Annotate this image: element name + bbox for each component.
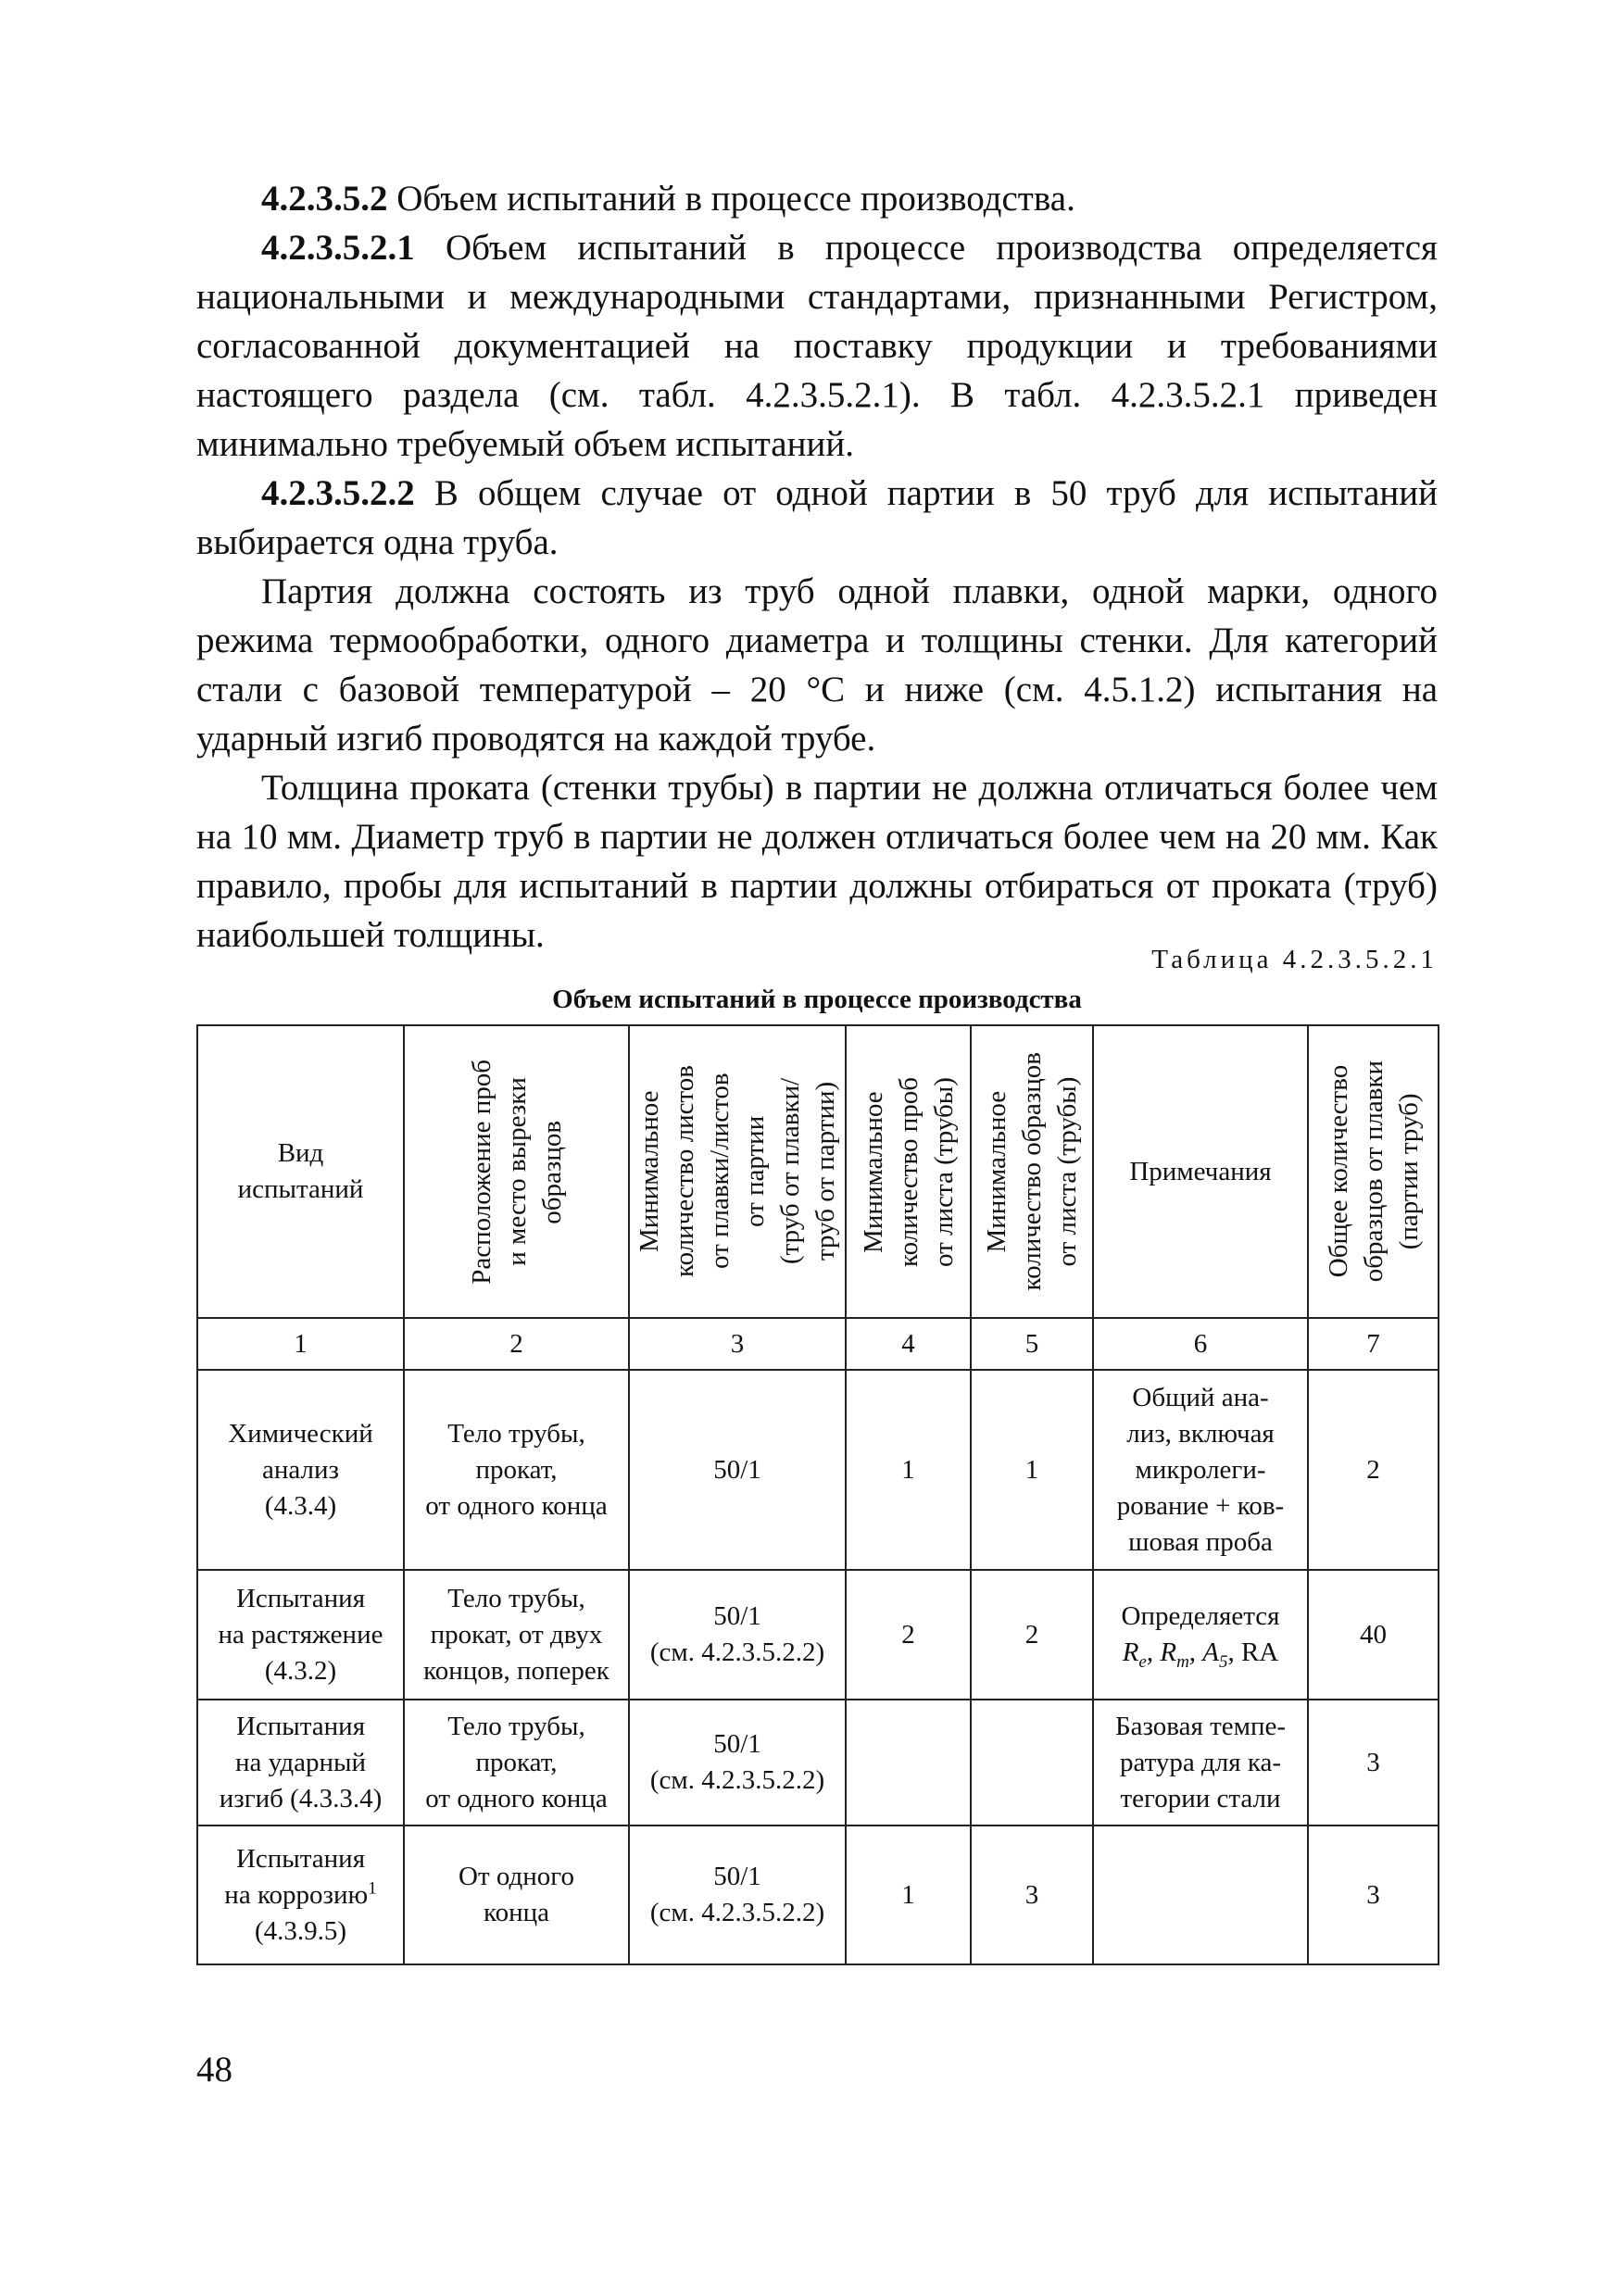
cell-total: 40 bbox=[1308, 1570, 1439, 1700]
column-number: 5 bbox=[971, 1318, 1093, 1370]
cell-min-sheets: 50/1 (см. 4.2.3.5.2.2) bbox=[629, 1826, 846, 1964]
paragraph-text: Толщина проката (стенки трубы) в партии не должна отличаться более чем на 10 мм. Диаметр труб в партии не должен отличаться более чем на 20 мм. Как правило, пробы для испытаний в партии должны отбираться от проката (труб) наибольшей толщины. bbox=[196, 768, 1438, 955]
paragraph-text: В общем случае от одной партии в 50 труб для испытаний выбирается одна труба. bbox=[196, 473, 1438, 562]
cell-location: Тело трубы, прокат, от одного конца bbox=[404, 1700, 629, 1826]
table-row-tensile-test bbox=[197, 1570, 1439, 1700]
table-header-row bbox=[197, 1025, 1439, 1318]
cell-min-sheets: 50/1 (см. 4.2.3.5.2.2) bbox=[629, 1700, 846, 1826]
column-number: 1 bbox=[197, 1318, 404, 1370]
header-location: Расположение проб и место вырезки образцов bbox=[404, 1025, 629, 1318]
cell-test-type: Испытания на ударный изгиб (4.3.3.4) bbox=[197, 1700, 404, 1826]
column-number: 6 bbox=[1093, 1318, 1308, 1370]
header-min-samples: Минимальное количество образцов от листа (трубы) bbox=[971, 1025, 1093, 1318]
cell-location: Тело трубы, прокат, от двух концов, поперек bbox=[404, 1570, 629, 1700]
table-row-corrosion-test bbox=[197, 1826, 1439, 1964]
paragraph-batch bbox=[196, 567, 1438, 763]
cell-total: 2 bbox=[1308, 1370, 1439, 1570]
header-total: Общее количество образцов от плавки (партии труб) bbox=[1308, 1025, 1439, 1318]
cell-total: 3 bbox=[1308, 1700, 1439, 1826]
table-number-label: Таблица 4.2.3.5.2.1 bbox=[1151, 945, 1438, 974]
clause-number: 4.2.3.5.2 bbox=[261, 179, 388, 219]
paragraph-4-2-3-5-2-1 bbox=[196, 223, 1438, 469]
clause-number: 4.2.3.5.2.1 bbox=[261, 228, 415, 268]
footnote-marker: 1 bbox=[368, 1877, 377, 1898]
table-row-chemical-analysis bbox=[197, 1370, 1439, 1570]
cell-test-type: Испытания на коррозию$^1$ (4.3.9.5) bbox=[197, 1826, 404, 1964]
column-number: 2 bbox=[404, 1318, 629, 1370]
test-volume-table bbox=[196, 1024, 1439, 1965]
cell-location: От одного конца bbox=[404, 1826, 629, 1964]
cell-min-samples: 3 bbox=[971, 1826, 1093, 1964]
cell-min-samples: 2 bbox=[971, 1570, 1093, 1700]
note-prefix: Определяется bbox=[1121, 1601, 1280, 1631]
header-test-type: Вид испытаний bbox=[197, 1025, 404, 1318]
symbol-re: $R_e$ bbox=[1122, 1637, 1147, 1672]
body-text bbox=[196, 174, 1438, 960]
cell-min-probes: 1 bbox=[846, 1826, 971, 1964]
cell-notes: Базовая темпе- ратура для ка- тегории стали bbox=[1093, 1700, 1308, 1826]
clause-number: 4.2.3.5.2.2 bbox=[261, 473, 415, 513]
cell-notes: Общий ана- лиз, включая микролеги- рование + ков- шовая проба bbox=[1093, 1370, 1308, 1570]
page-number: 48 bbox=[196, 2050, 232, 2089]
column-number: 3 bbox=[629, 1318, 846, 1370]
header-min-probes: Минимальное количество проб от листа (трубы) bbox=[846, 1025, 971, 1318]
cell-test-type: Испытания на растяжение (4.3.2) bbox=[197, 1570, 404, 1700]
symbol-ra: RA bbox=[1241, 1637, 1279, 1667]
cell-test-type: Химический анализ (4.3.4) bbox=[197, 1370, 404, 1570]
paragraph-text: Объем испытаний в процессе производства определяется национальными и международными стандартами, признанными Регистром, согласованной документацией на поставку продукции и требованиями настоящего раздела (см. табл. 4.2.3.5.2.1). В табл. 4.2.3.5.2.1 приведен минимально требуемый объем испытаний. bbox=[196, 228, 1438, 464]
paragraph-4-2-3-5-2 bbox=[196, 174, 1438, 223]
header-notes: Примечания bbox=[1093, 1025, 1308, 1318]
table-row-impact-test bbox=[197, 1700, 1439, 1826]
paragraph-text: Объем испытаний в процессе производства. bbox=[387, 179, 1075, 219]
column-number: 7 bbox=[1308, 1318, 1439, 1370]
header-min-sheets: Минимальное количество листов от плавки/листов от партии (труб от плавки/ труб от партии) bbox=[629, 1025, 846, 1318]
column-number-row bbox=[197, 1318, 1439, 1370]
cell-location: Тело трубы, прокат, от одного конца bbox=[404, 1370, 629, 1570]
cell-min-sheets: 50/1 bbox=[629, 1370, 846, 1570]
paragraph-thickness bbox=[196, 763, 1438, 960]
cell-min-samples bbox=[971, 1700, 1093, 1826]
cell-total: 3 bbox=[1308, 1826, 1439, 1964]
cell-min-probes: 2 bbox=[846, 1570, 971, 1700]
table-title: Объем испытаний в процессе производства bbox=[552, 985, 1082, 1014]
column-number: 4 bbox=[846, 1318, 971, 1370]
cell-min-probes: 1 bbox=[846, 1370, 971, 1570]
symbol-a5: $A_5$ bbox=[1202, 1637, 1228, 1672]
paragraph-text: Партия должна состоять из труб одной плавки, одной марки, одного режима термообработки, одного диаметра и толщины стенки. Для категорий стали с базовой температурой – 20 °С и ниже (см. 4.5.1.2) испытания на ударный изгиб проводятся на каждой трубе. bbox=[196, 571, 1438, 759]
symbol-rm: $R_m$ bbox=[1160, 1637, 1189, 1672]
cell-min-samples: 1 bbox=[971, 1370, 1093, 1570]
cell-min-sheets: 50/1 (см. 4.2.3.5.2.2) bbox=[629, 1570, 846, 1700]
cell-notes bbox=[1093, 1826, 1308, 1964]
paragraph-4-2-3-5-2-2 bbox=[196, 469, 1438, 567]
cell-notes: Определяется $R_e$, $R_m$, $A_5$, RA bbox=[1093, 1570, 1308, 1700]
cell-min-probes bbox=[846, 1700, 971, 1826]
